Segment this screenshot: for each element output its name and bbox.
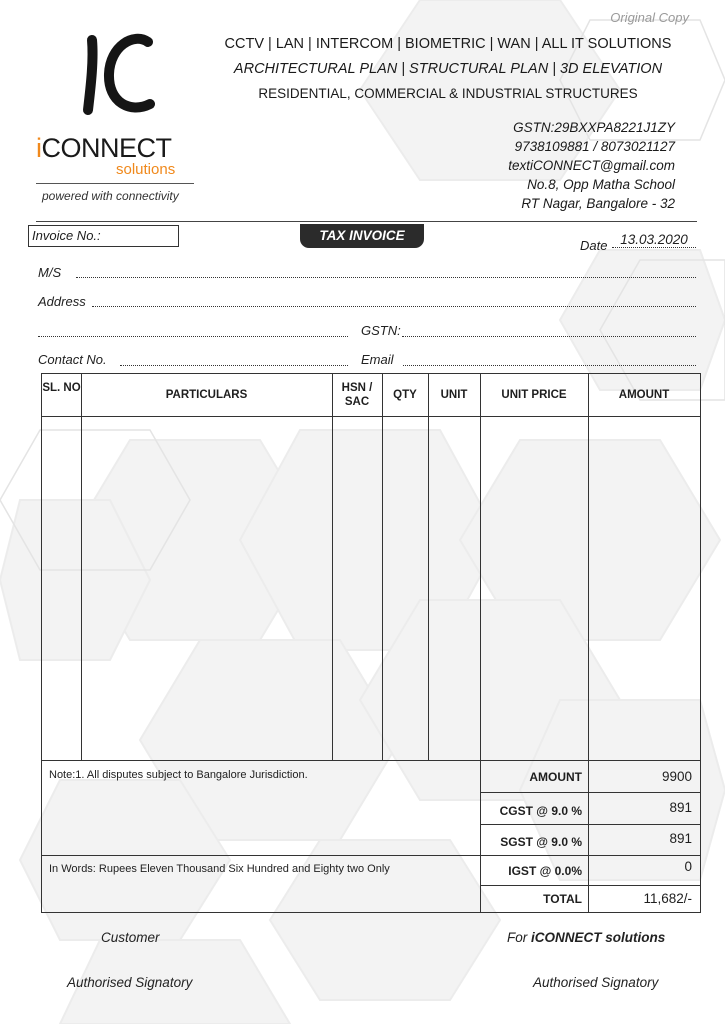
total-value-amount: 9900 — [661, 769, 692, 784]
header-divider — [36, 221, 697, 222]
brand-name-accent: i — [36, 133, 42, 163]
contact-label: Contact No. — [38, 352, 107, 367]
total-value-cgst: 891 — [669, 800, 692, 815]
company-phones: 9738109881 / 8073021127 — [514, 139, 675, 154]
date-value[interactable]: 13.03.2020 — [612, 232, 696, 248]
for-company-name: iCONNECT solutions — [531, 930, 666, 945]
for-prefix: For — [507, 930, 532, 945]
header-sl-no: SL. NO — [42, 382, 81, 394]
email-field[interactable] — [403, 365, 696, 366]
items-table — [41, 373, 701, 913]
column-divider — [588, 374, 589, 912]
amount-in-words: In Words: Rupees Eleven Thousand Six Hundred and Eighty two Only — [49, 863, 390, 875]
total-label-sgst: SGST @ 9.0 % — [500, 835, 582, 849]
copy-label: Original Copy — [610, 10, 689, 25]
company-email: textiCONNECT@gmail.com — [508, 158, 675, 173]
totals-row-divider — [480, 885, 700, 886]
column-divider — [81, 374, 82, 760]
totals-row-divider — [480, 792, 700, 793]
brand-divider — [36, 183, 194, 184]
address-field[interactable] — [92, 306, 696, 307]
brand-name-rest: CONNECT — [41, 133, 172, 163]
customer-label: Customer — [101, 930, 160, 945]
header-hsn-sac: HSN / SAC — [341, 382, 373, 408]
address-field-line-2[interactable] — [38, 336, 348, 337]
brand-sub: solutions — [116, 161, 176, 178]
company-contact — [508, 118, 675, 213]
tax-invoice-title: TAX INVOICE — [300, 224, 424, 248]
invoice-number-field[interactable] — [28, 225, 179, 247]
totals-row-divider — [42, 855, 700, 856]
ms-label: M/S — [38, 265, 62, 280]
column-divider — [382, 374, 383, 760]
total-value-sgst: 891 — [669, 831, 692, 846]
total-label-cgst: CGST @ 9.0 % — [499, 804, 582, 818]
customer-signatory: Authorised Signatory — [67, 975, 193, 990]
header-particulars: PARTICULARS — [165, 389, 248, 401]
gstn-label: GSTN: — [361, 323, 401, 338]
header-unit: UNIT — [440, 389, 468, 401]
ms-field[interactable] — [76, 277, 696, 278]
header-amount: AMOUNT — [618, 389, 670, 401]
email-label: Email — [361, 352, 394, 367]
company-address-line-1: No.8, Opp Matha School — [527, 177, 675, 192]
total-label-igst: IGST @ 0.0% — [508, 864, 582, 878]
services-line-2: ARCHITECTURAL PLAN | STRUCTURAL PLAN | 3D ELEVATION — [233, 61, 663, 77]
total-value-igst: 0 — [684, 859, 692, 874]
contact-field[interactable] — [120, 365, 348, 366]
column-divider — [332, 374, 333, 760]
column-divider — [480, 374, 481, 912]
company-address-line-2: RT Nagar, Bangalore - 32 — [521, 196, 675, 211]
total-label-amount: AMOUNT — [529, 770, 582, 784]
company-signatory: Authorised Signatory — [533, 975, 659, 990]
items-area-divider — [42, 760, 700, 761]
brand-name — [36, 133, 172, 164]
column-divider — [428, 374, 429, 760]
header-row-divider — [42, 416, 700, 417]
services-line-3: RESIDENTIAL, COMMERCIAL & INDUSTRIAL STRUCTURES — [258, 86, 638, 101]
brand-tagline: powered with connectivity — [42, 189, 179, 203]
total-label-grand: TOTAL — [543, 892, 582, 906]
totals-row-divider — [480, 824, 700, 825]
for-company-label — [507, 930, 665, 945]
services-line-1: CCTV | LAN | INTERCOM | BIOMETRIC | WAN | ALL IT SOLUTIONS — [224, 36, 672, 52]
header-qty: QTY — [393, 389, 417, 401]
company-gstn: GSTN:29BXXPA8221J1ZY — [513, 120, 675, 135]
address-label: Address — [38, 294, 86, 309]
invoice-number-label: Invoice No.: — [32, 228, 101, 243]
gstn-field[interactable] — [402, 336, 696, 337]
total-value-grand: 11,682/- — [643, 891, 692, 906]
header-unit-price: UNIT PRICE — [501, 389, 567, 401]
jurisdiction-note: Note:1. All disputes subject to Bangalore Jurisdiction. — [49, 769, 308, 781]
date-label: Date — [580, 238, 608, 253]
ic-monogram-logo — [76, 22, 156, 122]
